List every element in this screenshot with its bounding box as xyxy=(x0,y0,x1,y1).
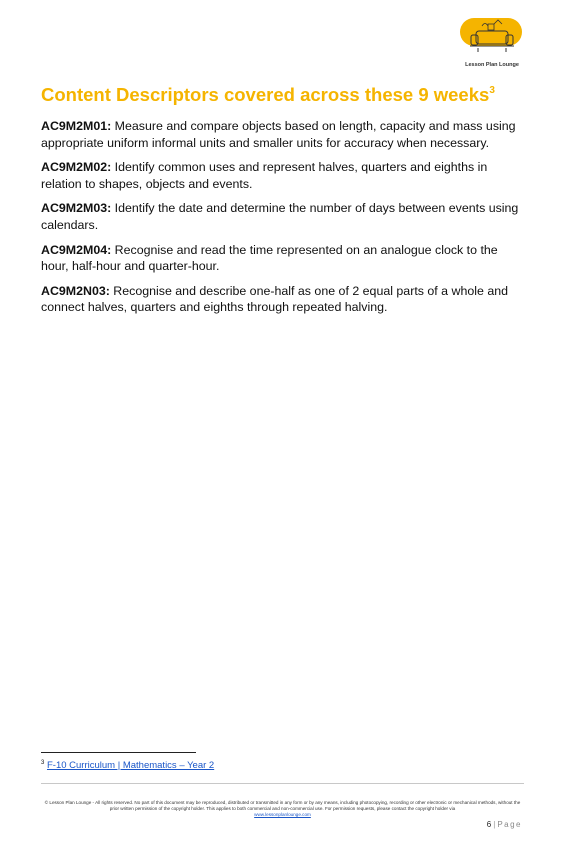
page-separator: | xyxy=(493,820,496,829)
descriptor-list xyxy=(41,118,521,324)
descriptor-code: AC9M2M03: xyxy=(41,201,112,216)
page-label: Page xyxy=(497,820,522,829)
descriptor-code: AC9M2N03: xyxy=(41,283,110,298)
logo-text: Lesson Plan Lounge xyxy=(465,62,519,68)
copyright-text: © Lesson Plan Lounge - All rights reserved. No part of this document may be reproduced, distributed or transmitted in any form or by any means, including photocopying, recording or other electronic or mechanical methods, without the prior written permission of the copyright holder. This applies to both commercial and non-commercial use. For permission requests, please contact the copyright holder via xyxy=(44,800,521,812)
descriptor-text: Identify the date and determine the number of days between events using calendars. xyxy=(41,201,519,232)
descriptor-item xyxy=(41,242,521,275)
descriptor-text: Measure and compare objects based on length, capacity and mass using appropriate uniform informal units and smaller units for accuracy when necessary. xyxy=(41,119,516,150)
footnote-link[interactable]: F-10 Curriculum | Mathematics – Year 2 xyxy=(46,760,215,772)
descriptor-code: AC9M2M02: xyxy=(41,160,112,175)
copyright-notice xyxy=(41,800,524,819)
descriptor-item xyxy=(41,118,521,151)
footnote-divider xyxy=(41,752,196,753)
footer-divider xyxy=(41,783,524,784)
footnote-mark: 3 xyxy=(41,760,45,766)
descriptor-item xyxy=(41,283,521,316)
descriptor-code: AC9M2M04: xyxy=(41,242,112,257)
page-number-value: 6 xyxy=(486,820,492,829)
website-link[interactable]: www.lessonplanlounge.com xyxy=(254,812,311,818)
couch-icon xyxy=(458,14,526,60)
descriptor-text: Identify common uses and represent halves, quarters and eighths in relation to shapes, objects and events. xyxy=(41,160,488,191)
descriptor-item xyxy=(41,159,521,192)
descriptor-text: Recognise and describe one-half as one of 2 equal parts of a whole and connect halves, quarters and eighths through repeated halving. xyxy=(41,283,509,315)
descriptor-text: Recognise and read the time represented on an analogue clock to the hour, half-hour and quarter-hour. xyxy=(41,242,498,274)
footnote xyxy=(41,760,214,771)
descriptor-code: AC9M2M01: xyxy=(41,119,112,133)
page-number xyxy=(487,820,522,829)
heading-footnote-mark[interactable]: 3 xyxy=(489,85,495,96)
descriptor-item xyxy=(41,200,521,233)
section-heading xyxy=(41,84,495,106)
lesson-plan-lounge-logo xyxy=(458,14,526,68)
heading-text: Content Descriptors covered across these 9 weeks xyxy=(41,84,490,105)
